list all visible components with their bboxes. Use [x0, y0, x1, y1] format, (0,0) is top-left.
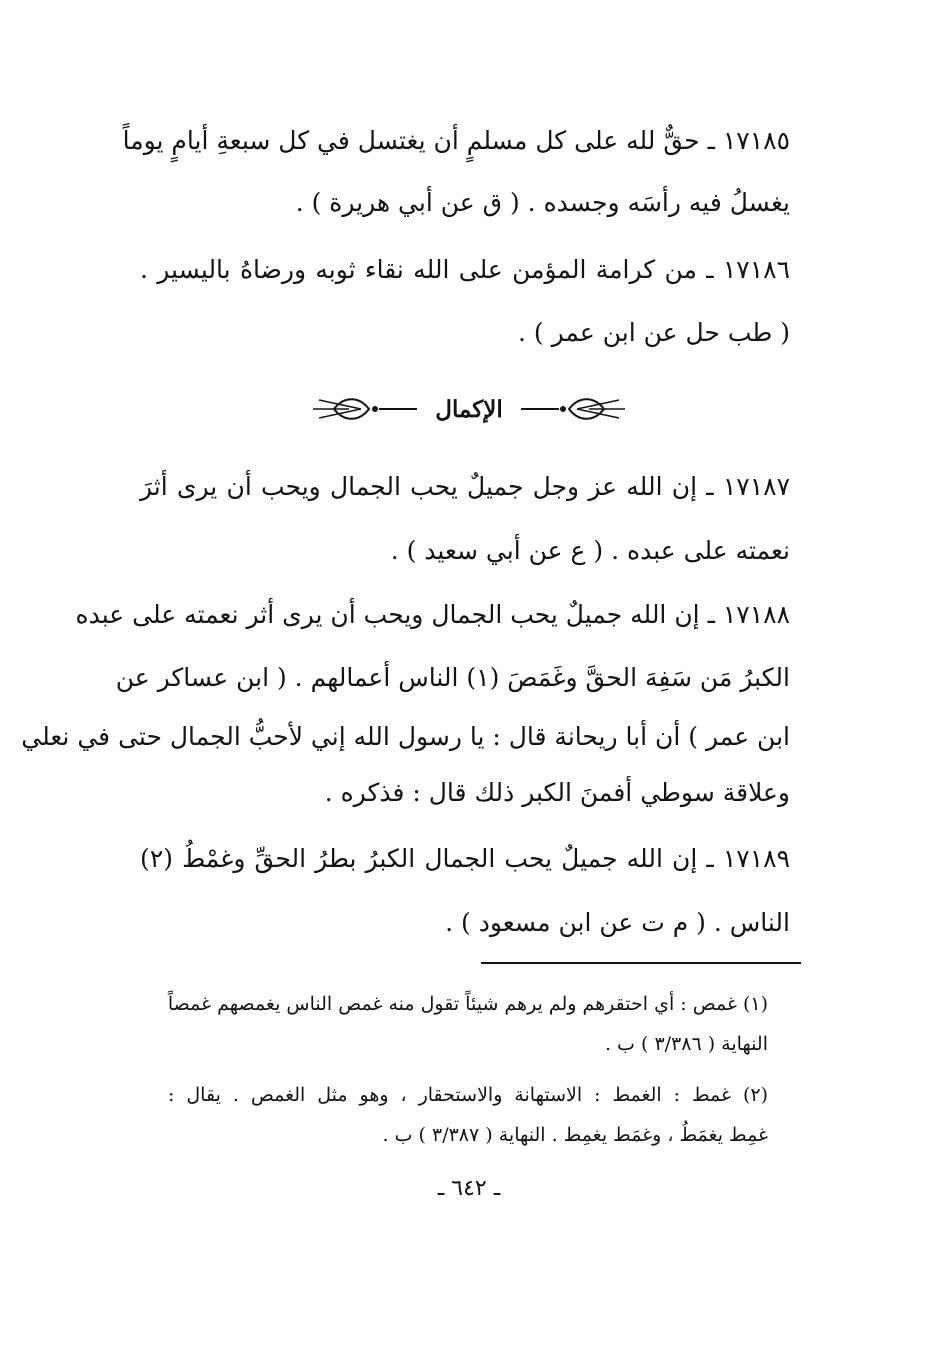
section-heading: [0, 384, 938, 434]
page-number: ـ ٦٤٢ ـ: [437, 1176, 501, 1201]
footnote-separator: [481, 962, 801, 964]
hadith-17189-line-1: ١٧١٨٩ ـ إن الله جميلٌ يحب الجمال الكبرُ بطرُ الحقِّ وغمْطُ (٢): [140, 844, 790, 873]
ornament-right-icon: [519, 394, 629, 424]
hadith-17185-line-1: ١٧١٨٥ ـ حقٌّ لله على كل مسلمٍ أن يغتسل في كل سبعةِ أيامٍ يوماً: [122, 126, 790, 155]
hadith-17185-line-2: يغسلُ فيه رأسَه وجسده . ( ق عن أبي هريرة ) .: [295, 188, 790, 217]
footnote-1-line-1: (١) غمص : أي احتقرهم ولم يرهم شيئاً تقول منه غمص الناس يغمصهم غمصاً: [167, 993, 768, 1015]
hadith-17188-line-1: ١٧١٨٨ ـ إن الله جميلٌ يحب الجمال ويحب أن يرى أثر نعمته على عبده: [75, 600, 790, 629]
footnote-2-line-2: غمِط يغمَطُ ، وغمَط يغمِط . النهاية ( ٣/٣٨٧ ) ب .: [382, 1124, 768, 1146]
hadith-17189-line-2: الناس . ( م ت عن ابن مسعود ) .: [445, 908, 790, 937]
hadith-17188-line-2: الكبرُ مَن سَفِهَ الحقَّ وغَمَصَ (١) الناس أعمالهم . ( ابن عساكر عن: [115, 663, 790, 692]
hadith-17186-line-2: ( طب حل عن ابن عمر ) .: [518, 318, 790, 347]
hadith-17188-line-3: ابن عمر ) أن أبا ريحانة قال : يا رسول الله إني لأحبُّ الجمال حتى في نعلي: [21, 722, 790, 751]
hadith-17187-line-2: نعمته على عبده . ( ع عن أبي سعيد ) .: [390, 536, 790, 565]
footnote-1-line-2: النهاية ( ٣/٣٨٦ ) ب .: [604, 1033, 768, 1055]
footnote-2-line-1: (٢) غمط : الغمط : الاستهانة والاستحقار ، وهو مثل الغمص . يقال :: [168, 1084, 768, 1106]
hadith-17188-line-4: وعلاقة سوطي أفمنَ الكبر ذلك قال : فذكره .: [324, 778, 790, 807]
ornament-left-icon: [309, 394, 419, 424]
hadith-17186-line-1: ١٧١٨٦ ـ من كرامة المؤمن على الله نقاء ثوبه ورضاهُ باليسير .: [140, 255, 790, 284]
hadith-17187-line-1: ١٧١٨٧ ـ إن الله عز وجل جميلٌ يحب الجمال ويحب أن يرى أثرَ: [140, 472, 790, 501]
section-title: الإكمال: [435, 395, 503, 423]
